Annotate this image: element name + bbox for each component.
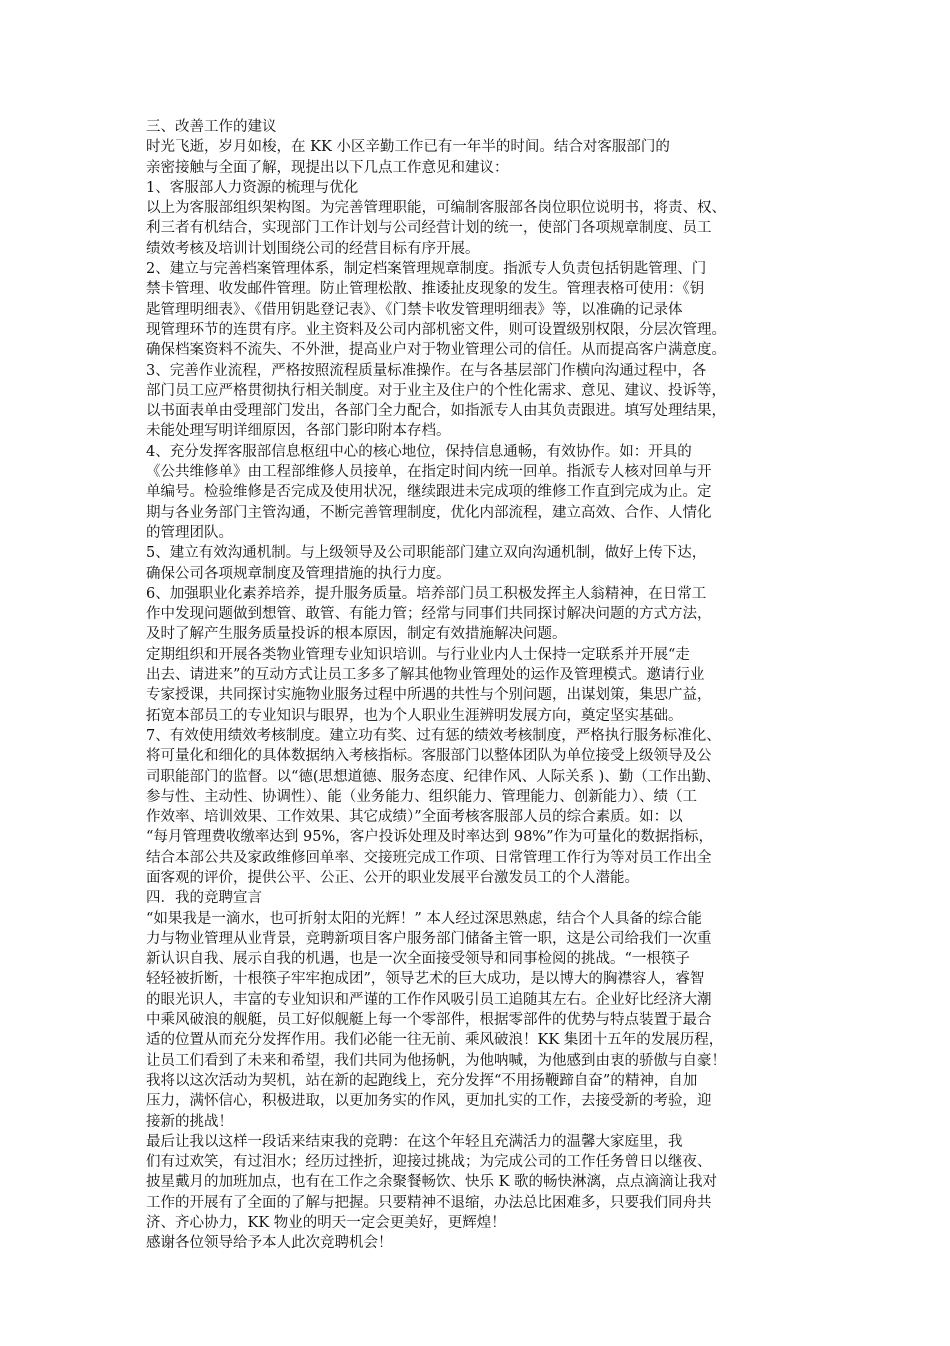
text-line: 们有过欢笑，有过泪水；经历过挫折，迎接过挑战；为完成公司的工作任务曾日以继夜、 [146,1154,712,1171]
text-line: 让员工们看到了未来和希望，我们共同为他扬帆，为他呐喊，为他感到由衷的骄傲与自豪！ [146,1052,726,1069]
text-line: 4、充分发挥客服部信息枢纽中心的核心地位，保持信息通畅，有效协作。如：开具的 [146,443,692,460]
document-body [146,117,814,1254]
text-line: 3、完善作业流程，严格按照流程质量标准操作。在与各基层部门作横向沟通过程中，各 [146,362,707,379]
text-line: “如果我是一滴水，也可折射太阳的光辉！” 本人经过深思熟虑，结合个人具备的综合能 [146,910,702,927]
text-line: 《公共维修单》由工程部维修人员接单，在指定时间内统一回单。指派专人核对回单与开 [146,464,712,481]
text-line: 绩效考核及培训计划围绕公司的经营目标有序开展。 [146,240,480,257]
text-line: 将可量化和细化的具体数据纳入考核指标。客服部门以整体团队为单位接受上级领导及公 [146,748,712,765]
text-line: 中乘风破浪的舰艇，员工好似舰艇上每一个零部件，根据零部件的优势与特点装置于最合 [146,1012,712,1029]
text-line: 接新的挑战！ [146,1113,233,1130]
text-line: 力与物业管理从业背景，竞聘新项目客户服务部门储备主管一职，这是公司给我们一次重 [146,930,712,947]
text-line: 适的位置从而充分发挥作用。我们必能一往无前、乘风破浪！KK 集团十五年的发展历程， [146,1032,724,1049]
text-line: 披星戴月的加班加点，也有在工作之余聚餐畅饮、快乐 K 歌的畅快淋漓，点点滴滴让我对 [146,1174,718,1191]
text-line: 司职能部门的监督。以“德(思想道德、服务态度、纪律作风、人际关系 )、勤（工作出勤、 [146,768,721,785]
text-line: 2、建立与完善档案管理体系，制定档案管理规章制度。指派专人负责包括钥匙管理、门 [146,261,707,278]
text-line: 确保档案资料不流失、不外泄，提高业户对于物业管理公司的信任。从而提高客户满意度。 [146,342,726,359]
text-line: “每月管理费收缴率达到 95%，客户投诉处理及时率达到 98%”作为可量化的数据指标， [146,829,713,846]
text-line: 参与性、主动性、协调性）、能（业务能力、组织能力、管理能力、创新能力）、绩（工 [146,788,697,805]
text-line: 新认识自我、展示自我的机遇，也是一次全面接受领导和同事检阅的挑战。“一根筷子 [146,951,690,968]
text-line: 感谢各位领导给予本人此次竞聘机会！ [146,1235,393,1252]
text-line: 作效率、培训效果、工作效果、其它成绩）”全面考核客服部人员的综合素质。如：以 [146,809,683,826]
text-line: 及时了解产生服务质量投诉的根本原因，制定有效措施解决问题。 [146,626,567,643]
text-line: 亲密接触与全面了解，现提出以下几点工作意见和建议： [146,159,509,176]
text-line: 的管理团队。 [146,524,233,541]
text-line: 定期组织和开展各类物业管理专业知识培训。与行业业内人士保持一定联系并开展“走 [146,646,690,663]
text-line: 出去、请进来”的互动方式让员工多多了解其他物业管理处的运作及管理模式。邀请行业 [146,667,705,684]
text-line: 压力，满怀信心，积极进取，以更加务实的作风，更加扎实的工作，去接受新的考验，迎 [146,1093,712,1110]
text-line: 四．我的竞聘宣言 [146,890,262,907]
text-line: 作中发现问题做到想管、敢管、有能力管；经常与同事们共同探讨解决问题的方式方法， [146,606,712,623]
text-line: 工作的开展有了全面的了解与把握。只要精神不退缩，办法总比困难多，只要我们同舟共 [146,1194,712,1211]
text-line: 以书面表单由受理部门发出，各部门全力配合，如指派专人由其负责跟进。填写处理结果， [146,403,726,420]
text-line: 1、客服部人力资源的梳理与优化 [146,179,359,196]
text-line: 轻轻被折断，十根筷子牢牢抱成团”，领导艺术的巨大成功，是以博大的胸襟容人，睿智 [146,971,705,988]
text-line: 未能处理写明详细原因，各部门影印附本存档。 [146,423,451,440]
text-line: 三、改善工作的建议 [146,119,277,135]
text-line: 6、加强职业化素养培养，提升服务质量。培养部门员工积极发挥主人翁精神，在日常工 [146,585,707,602]
text-line: 7、有效使用绩效考核制度。建立功有奖、过有惩的绩效考核制度，严格执行服务标准化、 [146,727,721,744]
text-line: 期与各业务部门主管沟通，不断完善管理制度，优化内部流程，建立高效、合作、人情化 [146,504,712,521]
text-line: 5、建立有效沟通机制。与上级领导及公司职能部门建立双向沟通机制，做好上传下达， [146,545,707,562]
text-line: 的眼光识人，丰富的专业知识和严谨的工作作风吸引员工追随其左右。企业好比经济大潮 [146,991,712,1008]
text-line: 最后让我以这样一段话来结束我的竞聘：在这个年轻且充满活力的温馨大家庭里，我 [146,1133,683,1150]
text-line: 我将以这次活动为契机，站在新的起跑线上，充分发挥“不用扬鞭蹄自奋”的精神，自加 [146,1072,698,1089]
text-line: 利三者有机结合，实现部门工作计划与公司经营计划的统一，使部门各项规章制度、员工 [146,220,712,237]
text-line: 禁卡管理、收发邮件管理。防止管理松散、推诿扯皮现象的发生。管理表格可使用：《钥 [146,281,705,298]
text-line: 专家授课，共同探讨实施物业服务过程中所遇的共性与个别问题，出谋划策，集思广益， [146,687,712,704]
text-line: 结合本部公共及家政维修回单率、交接班完成工作项、日常管理工作行为等对员工作出全 [146,849,712,866]
text-line: 济、齐心协力，KK 物业的明天一定会更美好，更辉煌！ [146,1215,506,1232]
text-line: 单编号。检验维修是否完成及使用状况，继续跟进未完成项的维修工作直到完成为止。定 [146,484,712,501]
text-line: 部门员工应严格贯彻执行相关制度。对于业主及住户的个性化需求、意见、建议、投诉等， [146,382,726,399]
text-line: 现管理环节的连贯有序。业主资料及公司内部机密文件，则可设置级别权限，分层次管理。 [146,321,726,338]
text-line: 确保公司各项规章制度及管理措施的执行力度。 [146,565,451,582]
text-line: 拓宽本部员工的专业知识与眼界，也为个人职业生涯辨明发展方向，奠定坚实基础。 [146,707,683,724]
text-line: 面客观的评价，提供公平、公正、公开的职业发展平台激发员工的个人潜能。 [146,869,639,886]
text-line: 时光飞逝，岁月如梭，在 KK 小区辛勤工作已有一年半的时间。结合对客服部门的 [146,139,670,156]
text-line: 以上为客服部组织架构图。为完善管理职能，可编制客服部各岗位职位说明书，将责、权、 [146,200,726,217]
text-line: 匙管理明细表》、《借用钥匙登记表》、《门禁卡收发管理明细表》等，以准确的记录体 [146,301,683,318]
